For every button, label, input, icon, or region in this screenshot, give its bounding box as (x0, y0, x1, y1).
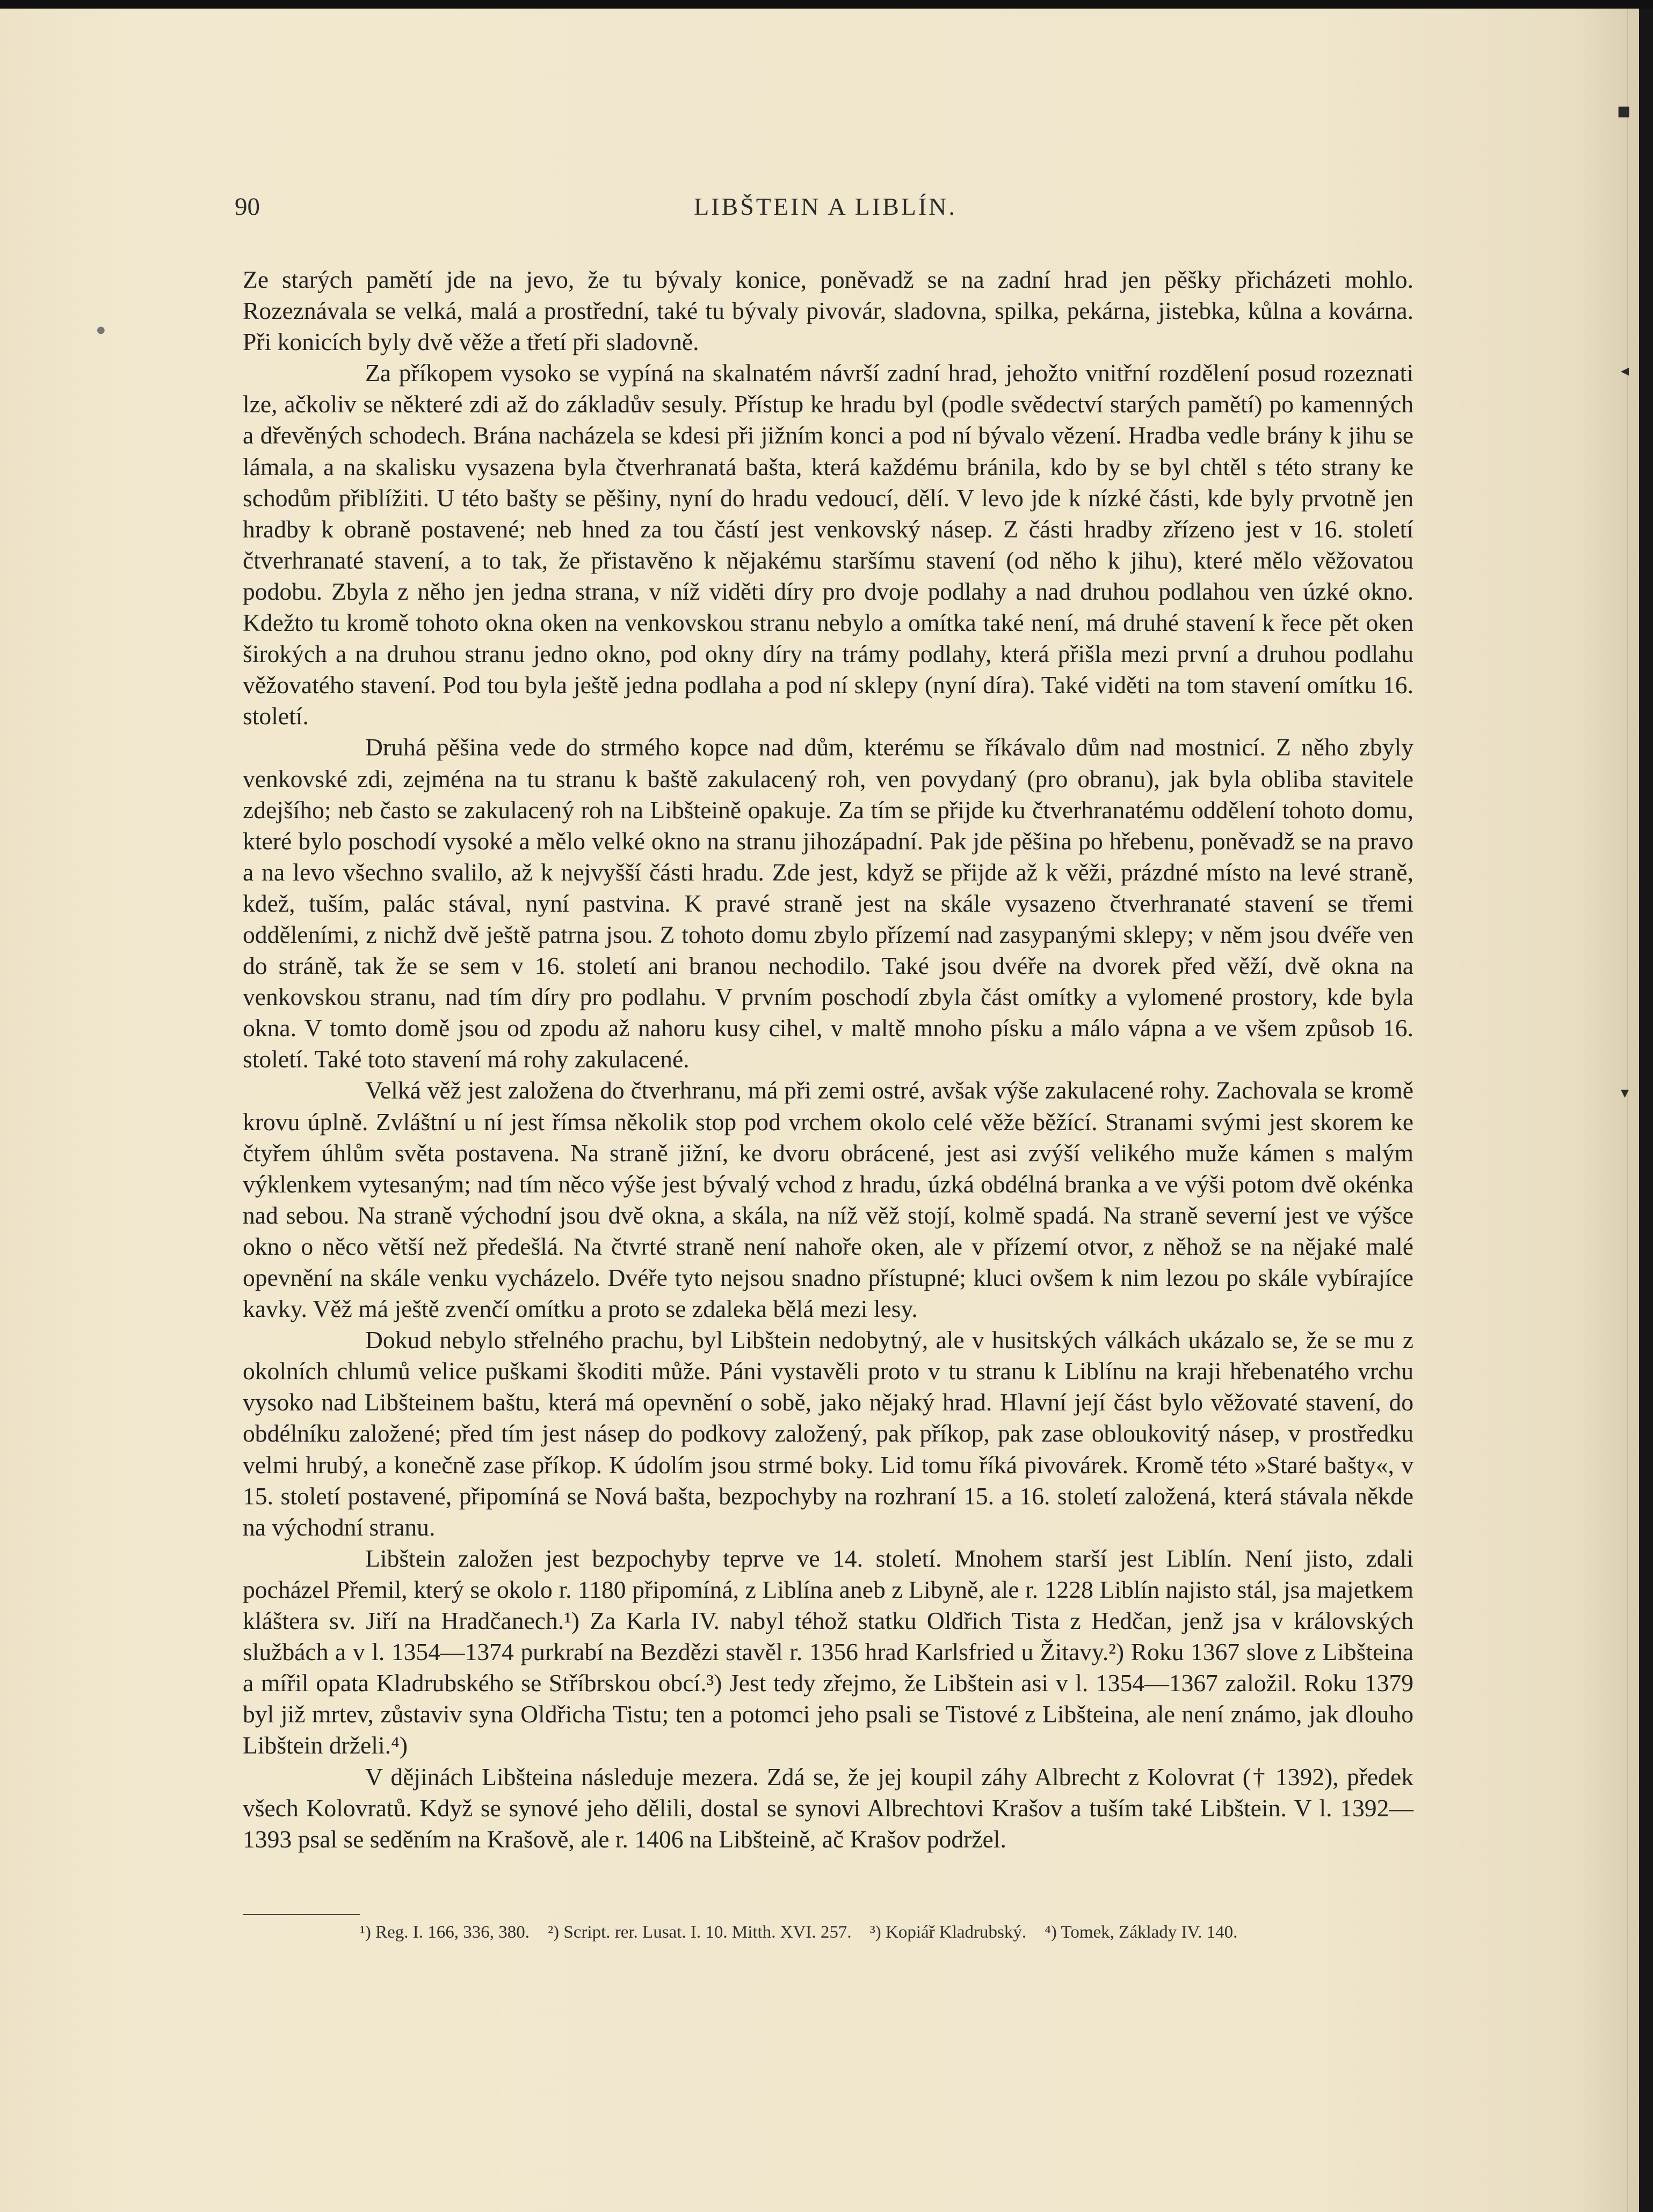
page-crease (1627, 9, 1628, 2212)
paragraph: Za příkopem vysoko se vypíná na skalnatém návrší zadní hrad, jehožto vnitřní rozdělení posud rozeznati lze, ačkoliv se některé zdi až do základův sesuly. Přístup ke hradu byl (podle svědectví starých pamětí) po kamenných a dřevěných schodech. Brána nacházela se kdesi při jižním konci a pod ní bývalo vězení. Hradba vedle brány k jihu se lámala, a na skalisku vysazena byla čtverhranatá bašta, která každému bránila, kdo by se byl chtěl s této strany ke schodům přiblížiti. U této bašty se pěšiny, nyní do hradu vedoucí, dělí. V levo jde k nízké části, kde byly prvotně jen hradby k obraně postavené; neb hned za tou částí jest venkovský násep. Z části hradby zřízeno jest v 16. století čtverhranaté stavení, a to tak, že přistavěno k nějakému staršímu stavení (od něho k jihu), které mělo věžovatou podobu. Zbyla z něho jen jedna strana, v níž viděti díry pro dvoje podlahy a nad druhou podlahou ven úzké okno. Kdežto tu kromě tohoto okna oken na venkovskou stranu nebylo a omítka také není, má druhé stavení k řece pět oken širokých a na druhou stranu jedno okno, pod okny díry na trámy podlahy, která přišla mezi první a druhou podlahu věžovatého stavení. Pod tou byla ještě jedna podlaha a pod ní sklepy (nyní díra). Také viděti na tom stavení omítku 16. století. (243, 359, 1413, 730)
running-title: LIBŠTEIN A LIBLÍN. (694, 193, 957, 220)
footnote: ¹) Reg. I. 166, 336, 380. (360, 1923, 530, 1942)
paragraph: Libštein založen jest bezpochyby teprve ve 14. století. Mnohem starší jest Liblín. Není jisto, zdali pocházel Přemil, který se okolo r. 1180 připomíná, z Liblína aneb z Libyně, ale r. 1228 Liblín najisto stál, jsa majetkem kláštera sv. Jiří na Hradčanech.¹) Za Karla IV. nabyl téhož statku Oldřich Tista z Hedčan, jenž jsa v královských službách a v l. 1354—1374 purkrabí na Bezdězi stavěl r. 1356 hrad Karlsfried u Žitavy.²) Roku 1367 slove z Libšteina a mířil opata Kladrubského se Stříbrskou obcí.³) Jest tedy zřejmo, že Libštein asi v l. 1354—1367 založil. Roku 1379 byl již mrtev, zůstaviv syna Oldřicha Tistu; ten a potomci jeho psali se Tistové z Libšteina, ale není známo, jak dlouho Libštein drželi.⁴) (243, 1544, 1413, 1759)
footnote-divider (243, 1914, 360, 1915)
footnote: ²) Script. rer. Lusat. I. 10. Mitth. XVI. 257. (548, 1923, 852, 1942)
body-text (243, 264, 1413, 1855)
scan-edge (1639, 9, 1653, 2212)
paragraph: Velká věž jest založena do čtverhranu, má při zemi ostré, avšak výše zakulacené rohy. Zachovala se kromě krovu úplně. Zvláštní u ní jest římsa několik stop pod vrchem okolo celé věže běžící. Stranami svými jest skorem ke čtyřem úhlům světa postavena. Na straně jižní, ke dvoru obrácené, jest asi zvýší velikého muže kámen s malým výklenkem vytesaným; nad tím něco výše jest bývalý vchod z hradu, úzká obdélná branka a ve výši potom dvě okénka nad sebou. Na straně východní jsou dvě okna, a skála, na níž věž stojí, kolmě spadá. Na straně severní jest ve výšce okno o něco větší než předešlá. Na čtvrté straně není nahoře oken, ale v přízemí otvor, z něhož se na nějaké malé opevnění na skále venku vycházelo. Dvéře tyto nejsou snadno přístupné; kluci ovšem k nim lezou po skále vybírajíce kavky. Věž má ještě zvenčí omítku a proto se zdaleka bělá mezi lesy. (243, 1076, 1413, 1323)
paragraph: Druhá pěšina vede do strmého kopce nad dům, kterému se říkávalo dům nad mostnicí. Z něho zbyly venkovské zdi, zejména na tu stranu k baště zakulacený roh, ven povydaný (pro obranu), jak byla obliba stavitele zdejšího; neb často se zakulacený roh na Libšteině opakuje. Za tím se přijde ku čtverhranatému oddělení tohoto domu, které bylo poschodí vysoké a mělo velké okno na stranu jihozápadní. Pak jde pěšina po hřebenu, poněvadž se na pravo a na levo všechno svalilo, až k nejvyšší části hradu. Zde jest, když se přijde až k věži, prázdné místo na levé straně, kdež, tuším, palác stával, nyní pastvina. K pravé straně jest na skále vysazeno čtverhranaté stavení se třemi odděleními, z nichž dvě ještě patrna jsou. Z tohoto domu zbylo přízemí nad zasypanými sklepy; v něm jsou dvéře ven do stráně, tak že se sem v 16. století ani branou nechodilo. Také jsou dvéře na dvorek před věží, dvě okna na venkovskou stranu, nad tím díry pro podlahu. V prvním poschodí zbyla část omítky a vylomené prostory, kde byla okna. V tomto domě jsou od zpodu až nahoru kusy cihel, v maltě mnoho písku a málo vápna a ve všem způsob 16. století. Také toto stavení má rohy zakulacené. (243, 733, 1413, 1073)
page-number: 90 (235, 193, 260, 221)
margin-mark-icon: ▾ (1621, 1083, 1629, 1102)
margin-mark-icon: ◂ (1621, 361, 1629, 380)
footnote: ³) Kopiář Kladrubský. (869, 1923, 1027, 1942)
book-page (0, 9, 1639, 2212)
footnotes (360, 1922, 1423, 1943)
paragraph: Dokud nebylo střelného prachu, byl Libštein nedobytný, ale v husitských válkách ukázalo se, že se mu z okolních chlumů velice puškami škoditi může. Páni vystavěli proto v tu stranu k Liblínu na kraji hřebenatého vrchu vysoko nad Libšteinem baštu, která má opevnění o sobě, jako nějaký hrad. Hlavní její část bylo věžovaté stavení, do obdélníku založené; před tím jest násep do podkovy založený, pak příkop, pak zase obloukovitý násep, v prostředku velmi hrubý, a konečně zase příkop. K údolím jsou strmé boky. Lid tomu říká pivovárek. Kromě této »Staré bašty«, v 15. století postavené, připomíná se Nová bašta, bezpochyby na rozhraní 15. a 16. století založená, která stávala někde na východní stranu. (243, 1326, 1413, 1541)
dot-mark-icon: ● (97, 324, 105, 336)
margin-mark-icon: ▪ (1616, 98, 1632, 123)
footnote: ⁴) Tomek, Základy IV. 140. (1045, 1923, 1238, 1942)
paragraph: Ze starých pamětí jde na jevo, že tu bývaly konice, poněvadž se na zadní hrad jen pěšky přicházeti mohlo. Rozeznávala se velká, malá a prostřední, také tu bývaly pivovár, sladovna, spilka, pekárna, jistebka, kůlna a kovárna. Při konicích byly dvě věže a třetí při sladovně. (243, 266, 1413, 356)
paragraph: V dějinách Libšteina následuje mezera. Zdá se, že jej koupil záhy Albrecht z Kolovrat († 1392), předek všech Kolovratů. Když se synové jeho dělili, dostal se synovi Albrechtovi Krašov a tuším také Libštein. V l. 1392—1393 psal se seděním na Krašově, ale r. 1406 na Libšteině, ač Krašov podržel. (243, 1763, 1413, 1853)
page-header (235, 192, 1416, 235)
